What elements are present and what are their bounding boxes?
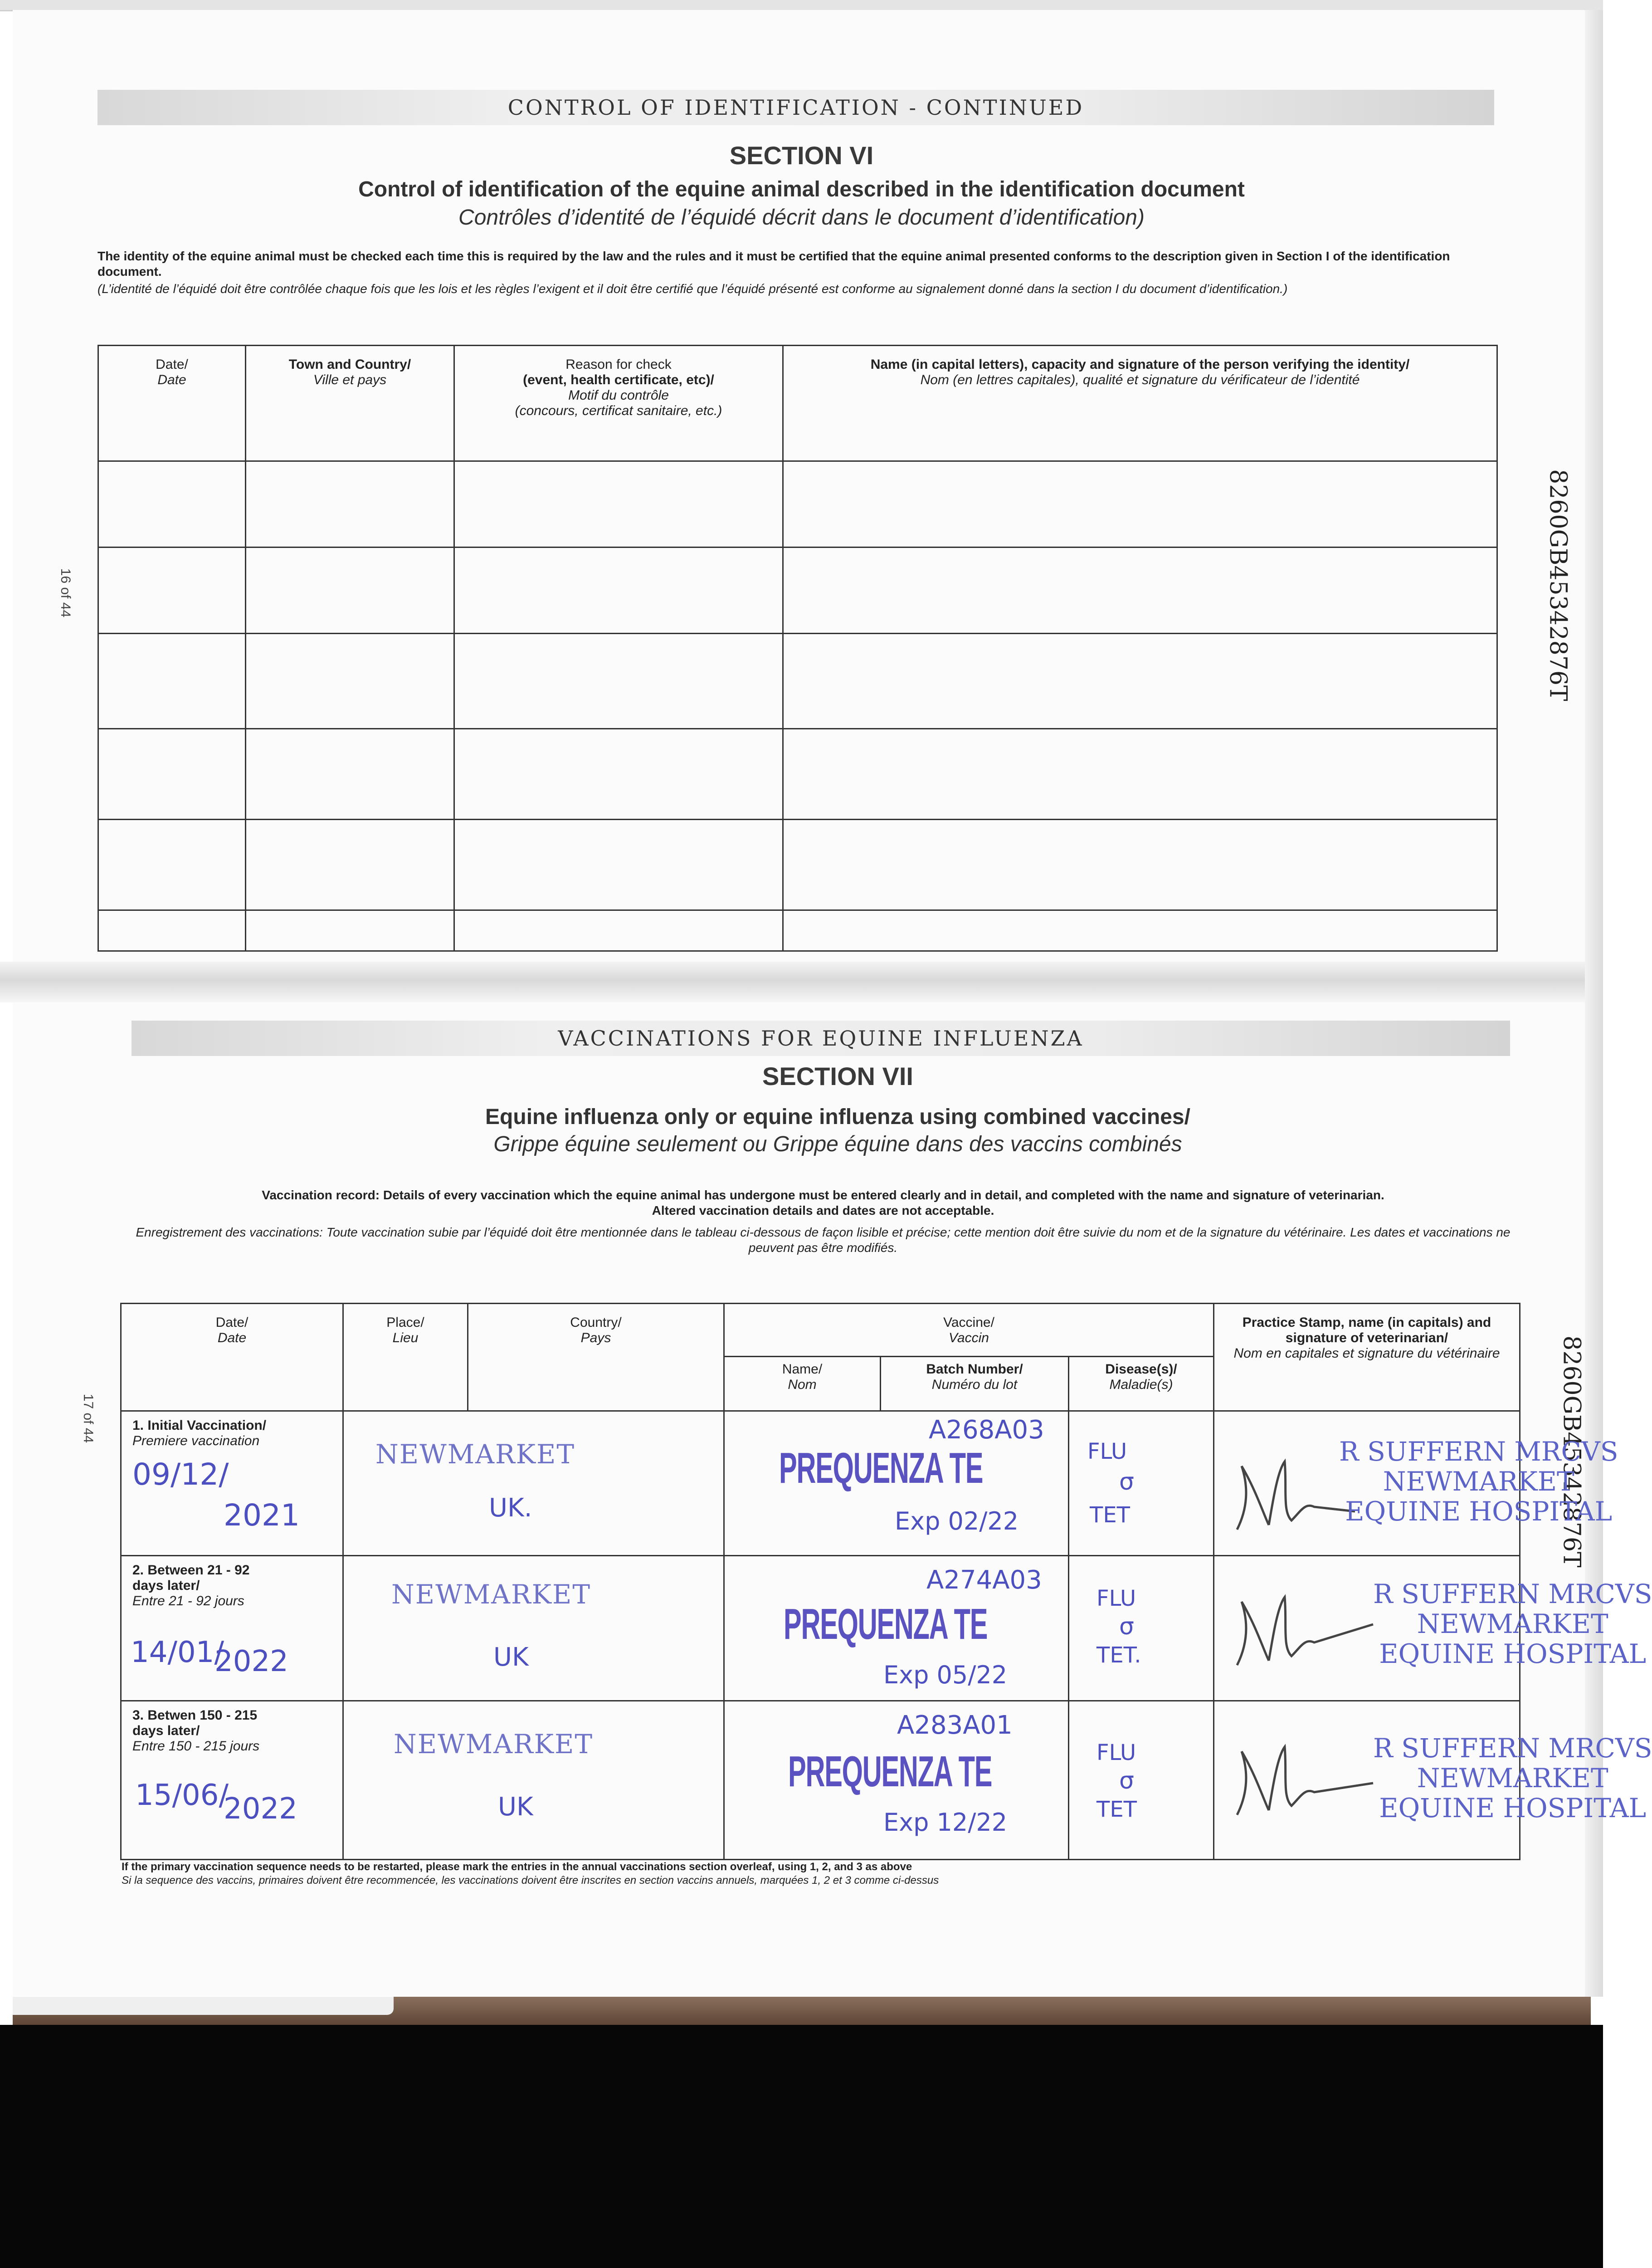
scanner-background (0, 2025, 1603, 2268)
page-number: 16 of 44 (58, 568, 73, 618)
table-row (98, 547, 1497, 634)
page-edge (1585, 10, 1603, 1997)
document-number: 8260GB45342876T (1558, 1335, 1585, 1568)
vaccination-year: 2022 (224, 1792, 297, 1826)
section-title: SECTION VI (729, 141, 874, 170)
banner-title: VACCINATIONS FOR EQUINE INFLUENZA (558, 1026, 1084, 1051)
cover-edge (13, 1997, 1591, 2025)
col-reason: Reason for check (event, health certificate, etc)/ Motif du contrôle (concours, certificat sanitaire, etc.) (454, 346, 783, 461)
book-gutter (0, 962, 1603, 1002)
country: UK (493, 1642, 529, 1672)
table-row (98, 820, 1497, 910)
batch-number: A283A01 (897, 1711, 1013, 1740)
vaccination-date: 09/12/ (132, 1457, 229, 1492)
vaccine-name-stamp: PREQUENZA TE (788, 1747, 992, 1796)
page-tab (13, 1997, 394, 2015)
col-country: Country/ Pays (468, 1304, 724, 1411)
disease: FLU (1096, 1740, 1136, 1765)
section-subtitle-fr: Grippe équine seulement ou Grippe équine dans des vaccins combinés (493, 1132, 1182, 1156)
batch-expiry: Exp 12/22 (883, 1808, 1008, 1837)
col-vaccine: Vaccine/ Vaccin (724, 1304, 1214, 1357)
batch-expiry: Exp 05/22 (883, 1661, 1008, 1689)
vaccine-name-stamp: PREQUENZA TE (784, 1600, 988, 1648)
table-row (98, 634, 1497, 729)
section-title: SECTION VII (762, 1062, 913, 1090)
disease: TET (1090, 1502, 1130, 1528)
col-practice-stamp: Practice Stamp, name (in capitals) and signature of veterinarian/ Nom en capitales et signature du vétérinaire (1214, 1304, 1520, 1411)
col-diseases: Disease(s)/ Maladie(s) (1069, 1357, 1214, 1411)
batch-expiry: Exp 02/22 (895, 1507, 1019, 1535)
section-banner (132, 1021, 1510, 1056)
disease-and: σ (1119, 1767, 1134, 1794)
place-stamp: NEWMARKET (375, 1439, 575, 1470)
disease-and: σ (1119, 1613, 1134, 1640)
vaccination-row: 2. Between 21 - 92 days later/ Entre 21 - 92 jours 14/01/ 2022 NEWMARKET UK A274A03 PREQUENZA TE Exp 05/22 FLU σ TET. R SUFFERN MRCVS NEWMARKET EQUINE HOSPITAL (121, 1556, 1520, 1701)
vaccination-date: 15/06/ (135, 1779, 229, 1812)
section-subtitle-fr: Contrôles d’identité de l’équidé décrit dans le document d’identification) (458, 205, 1145, 230)
practice-stamp: R SUFFERN MRCVS NEWMARKET EQUINE HOSPITAL (1339, 1436, 1618, 1527)
record-text-fr: Enregistrement des vaccinations: Toute vaccination subie par l’équidé doit être mentionnée dans le tableau ci-dessous de façon lisible et précise; cette mention doit être suivie du nom et de la signature du vétérinaire. Les dates et vaccinations ne peuvent pas être modifiés. (136, 1225, 1511, 1255)
banner-title: CONTROL OF IDENTIFICATION - CONTINUED (507, 95, 1084, 120)
vaccine-name-stamp: PREQUENZA TE (779, 1444, 983, 1492)
disease: FLU (1087, 1439, 1127, 1464)
table-row (98, 910, 1497, 951)
col-vaccine-name: Name/ Nom (724, 1357, 881, 1411)
section-subtitle-en: Equine influenza only or equine influenza using combined vaccines/ (485, 1105, 1190, 1129)
place-stamp: NEWMARKET (391, 1579, 591, 1610)
intro-text-en: The identity of the equine animal must be checked each time this is required by the law and the rules and it must be certified that the equine animal presented conforms to the description given in Section I of the identification document. (97, 249, 1450, 279)
col-town-country: Town and Country/ Ville et pays (246, 346, 454, 461)
batch-number: A274A03 (926, 1565, 1042, 1595)
country: UK. (489, 1493, 532, 1523)
section-subtitle-en: Control of identification of the equine animal described in the identification document (358, 177, 1245, 201)
footnote-fr: Si la sequence des vaccins, primaires doivent être recommencée, les vaccinations doivent être inscrites en section vaccins annuels, marquées 1, 2 et 3 comme ci-dessus (122, 1874, 939, 1887)
disease: FLU (1096, 1586, 1136, 1611)
table-row (98, 729, 1497, 820)
vaccination-row: 1. Initial Vaccination/ Premiere vaccination 09/12/ 2021 NEWMARKET UK. A268A03 PREQUENZA TE Exp 02/22 FLU σ TET R SUFFERN MRCVS NEWMARKET EQUINE HOSPITAL (121, 1411, 1520, 1556)
veterinarian-signature (1223, 1733, 1378, 1824)
col-date: Date/ Date (121, 1304, 343, 1411)
veterinarian-signature (1223, 1584, 1378, 1674)
table-row (98, 461, 1497, 547)
batch-number: A268A03 (929, 1415, 1044, 1445)
section-banner (97, 90, 1494, 125)
disease: TET. (1096, 1642, 1141, 1668)
vaccination-year: 2021 (224, 1498, 300, 1533)
footnote-en: If the primary vaccination sequence needs to be restarted, please mark the entries in the annual vaccinations section overleaf, using 1, 2, and 3 as above (122, 1861, 912, 1873)
document-number: 8260GB45342876T (1544, 469, 1572, 701)
practice-stamp: R SUFFERN MRCVS NEWMARKET EQUINE HOSPITAL (1373, 1733, 1652, 1823)
col-place: Place/ Lieu (343, 1304, 468, 1411)
vaccination-year: 2022 (214, 1645, 288, 1678)
col-batch-number: Batch Number/ Numéro du lot (881, 1357, 1069, 1411)
country: UK (498, 1792, 533, 1822)
page-number: 17 of 44 (81, 1393, 96, 1443)
record-text-en: Vaccination record: Details of every vaccination which the equine animal has undergone must be entered clearly and in detail, and completed with the name and signature of veterinarian. Altered vaccination details and dates are not acceptable. (262, 1188, 1384, 1217)
col-date: Date/ Date (98, 346, 246, 461)
intro-text-fr: (L’identité de l’équidé doit être contrôlée chaque fois que les lois et les règles l’exigent et il doit être certifié que l’équidé présenté est conforme au signalement donné dans la section I du document d’identification.) (97, 282, 1288, 296)
disease: TET (1096, 1797, 1137, 1822)
disease-and: σ (1119, 1468, 1134, 1496)
practice-stamp: R SUFFERN MRCVS NEWMARKET EQUINE HOSPITAL (1373, 1579, 1652, 1669)
identity-check-table (97, 345, 1498, 952)
col-verifier: Name (in capital letters), capacity and signature of the person verifying the identity/ Nom (en lettres capitales), qualité et signature du vérificateur de l’identité (783, 346, 1497, 461)
vaccination-row: 3. Betwen 150 - 215 days later/ Entre 150 - 215 jours 15/06/ 2022 NEWMARKET UK A283A01 PREQUENZA TE Exp 12/22 FLU σ TET R SUFFERN MRCVS NEWMARKET EQUINE HOSPITAL (121, 1701, 1520, 1860)
place-stamp: NEWMARKET (394, 1729, 594, 1760)
vaccination-date: 14/01/ (131, 1636, 224, 1669)
